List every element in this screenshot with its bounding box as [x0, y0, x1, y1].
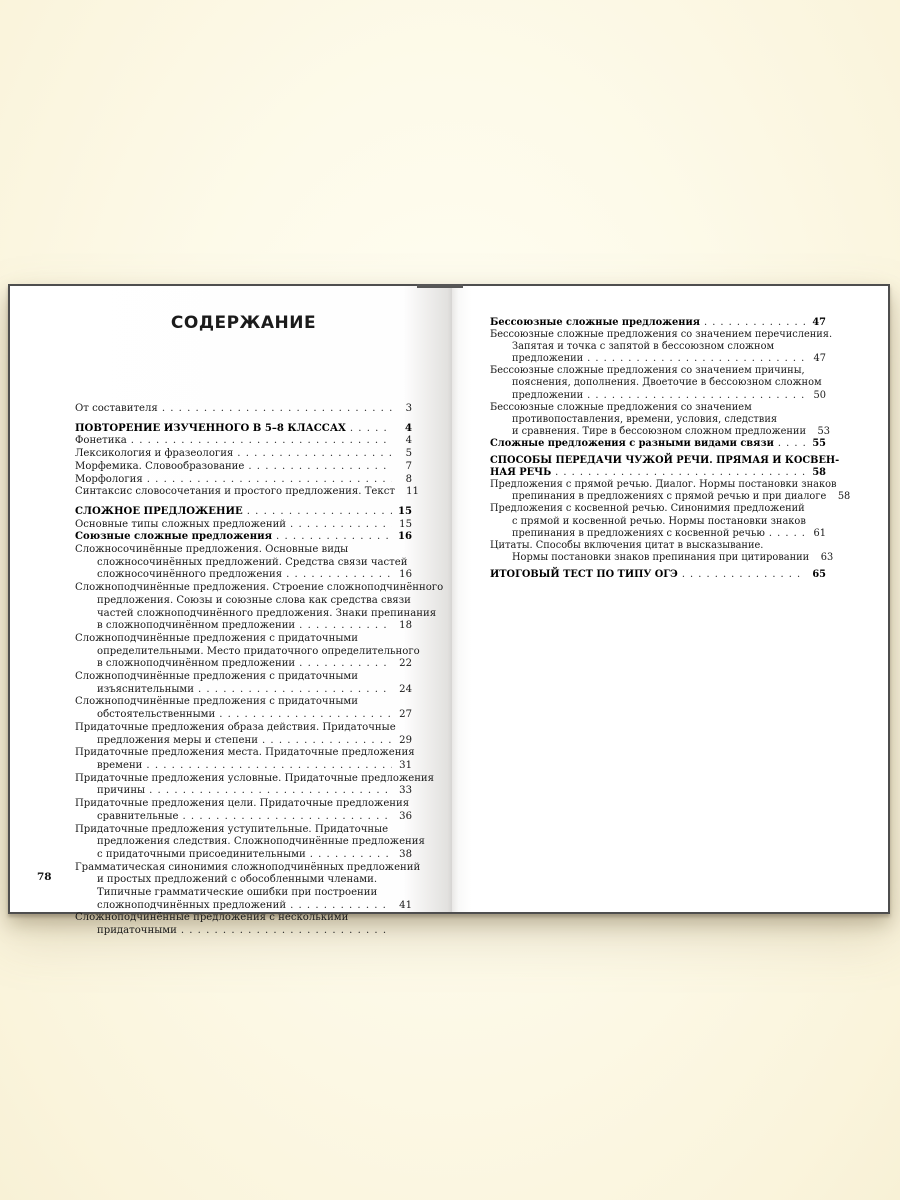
toc-page-number: 58	[837, 491, 851, 503]
toc-page-number: 53	[817, 425, 830, 437]
toc-entry	[75, 519, 412, 532]
toc-line-final	[75, 519, 412, 532]
toc-line: частей сложноподчинённого предложения. Знаки препинания	[97, 607, 437, 619]
dot-leader	[247, 506, 392, 519]
toc-page-number: 36	[399, 810, 412, 822]
toc-entry-text: обстоятельственными	[97, 709, 216, 721]
toc-entry-text: Основные типы сложных предложений	[75, 518, 287, 530]
toc-entry-text: сложносочинённого предложения	[97, 569, 283, 581]
toc-line: Сложноподчинённые предложения с придаточными	[75, 671, 358, 683]
toc-line: Сложноподчинённые предложения с придаточными	[75, 632, 358, 644]
toc-line: Придаточные предложения уступительные. Придаточные	[75, 823, 389, 835]
toc-entry-text: изъяснительными	[97, 683, 194, 695]
toc-line-final	[490, 390, 826, 402]
toc-page-number: 15	[399, 518, 412, 530]
toc-line: Грамматическая синонимия сложноподчинённых предложений	[75, 861, 421, 873]
toc-entry-text: с придаточными присоединительными	[97, 848, 306, 860]
toc-entry-text: Морфемика. Словообразование	[75, 460, 245, 472]
toc-entry-text: ПОВТОРЕНИЕ ИЗУЧЕННОГО В 5–8 КЛАССАХ	[75, 422, 346, 434]
toc-entry-text: предложении	[512, 389, 584, 401]
toc-entry-text: ИТОГОВЫЙ ТЕСТ ПО ТИПУ ОГЭ	[490, 568, 678, 580]
toc-line-final	[490, 467, 826, 479]
dot-leader	[587, 390, 806, 402]
dot-leader	[286, 569, 392, 582]
toc-line-final	[75, 486, 419, 499]
contents-title: СОДЕРЖАНИЕ	[170, 313, 317, 333]
dot-leader	[290, 900, 392, 913]
toc-page-number: 29	[399, 734, 412, 746]
toc-line-final	[75, 620, 412, 633]
toc-line: СПОСОБЫ ПЕРЕДАЧИ ЧУЖОЙ РЕЧИ. ПРЯМАЯ И КОСВЕН-	[490, 455, 840, 467]
dot-leader	[219, 709, 392, 722]
toc-line: Предложения с косвенной речью. Синонимия предложений	[490, 503, 805, 515]
toc-line: с прямой и косвенной речью. Нормы постановки знаков	[512, 515, 806, 527]
toc-page-number: 27	[399, 709, 412, 721]
toc-entry-text: препинания в предложениях с косвенной речью	[512, 527, 765, 539]
toc-entry	[75, 747, 415, 772]
toc-line: Цитаты. Способы включения цитат в высказывание.	[490, 539, 764, 551]
dot-leader	[350, 423, 392, 436]
toc-entry-text: НАЯ РЕЧЬ	[490, 467, 552, 479]
toc-line-final	[75, 506, 412, 519]
toc-entry	[75, 474, 412, 487]
toc-entry	[75, 582, 444, 633]
dot-leader	[262, 735, 392, 748]
toc-page-number: 16	[397, 531, 412, 543]
dot-leader	[198, 684, 392, 697]
toc-line-final	[75, 531, 412, 544]
dot-leader	[587, 353, 806, 365]
toc-line-final	[75, 811, 412, 824]
dot-leader	[248, 461, 392, 474]
toc-entry	[490, 503, 826, 539]
toc-page-number: 61	[813, 527, 826, 539]
toc-entry	[490, 455, 840, 479]
toc-line-final	[490, 569, 826, 581]
toc-entry	[75, 461, 412, 474]
toc-line-final	[75, 900, 412, 913]
toc-page-number: 5	[405, 448, 412, 460]
toc-page-number: 55	[812, 437, 826, 449]
toc-entry-text: От составителя	[75, 403, 158, 414]
left-page	[10, 286, 452, 937]
toc-entry	[75, 403, 412, 416]
dot-leader	[290, 519, 392, 532]
toc-line-final	[75, 709, 412, 722]
toc-entry-text: сравнительные	[97, 810, 179, 822]
toc-line: Бессоюзные сложные предложения со значением причины,	[490, 365, 805, 377]
dot-leader	[704, 317, 806, 329]
toc-line: пояснения, дополнения. Двоеточие в бессоюзном сложном	[512, 377, 822, 389]
toc-line: и простых предложений с обособленными членами.	[97, 874, 378, 886]
toc-line: Сложноподчинённые предложения. Строение сложноподчинённого	[75, 582, 444, 594]
toc-entry	[490, 365, 826, 401]
toc-entry-text: Фонетика	[75, 435, 127, 447]
toc-entry	[75, 798, 412, 823]
toc-page-number: 47	[813, 353, 826, 365]
toc-line-final	[75, 474, 412, 487]
toc-line: предложения следствия. Сложноподчинённые предложения	[97, 836, 425, 848]
toc-entry-text: предложения меры и степени	[97, 734, 258, 746]
toc-page-number: 11	[406, 486, 419, 498]
toc-page-number: 22	[399, 658, 412, 670]
toc-page-number: 24	[399, 683, 412, 695]
toc-line-final	[75, 569, 412, 582]
toc-entry	[75, 423, 412, 436]
toc-line: Придаточные предложения цели. Придаточные предложения	[75, 798, 410, 810]
toc-page-number: 41	[399, 899, 412, 911]
toc-line: определительными. Место придаточного определительного	[97, 645, 420, 657]
toc-entry	[75, 722, 412, 747]
toc-list-right	[490, 317, 851, 581]
toc-line-final	[490, 551, 834, 564]
toc-line-final	[75, 925, 412, 938]
toc-page-number: 31	[399, 759, 412, 771]
dot-leader	[682, 569, 806, 581]
dot-leader	[299, 658, 392, 671]
toc-line-final	[75, 658, 412, 671]
toc-entry-text: препинания в предложениях с прямой речью и при диалоге	[512, 491, 827, 503]
toc-entry	[75, 506, 412, 519]
dot-leader	[778, 438, 806, 450]
toc-page-number: 18	[399, 620, 412, 632]
toc-entry	[490, 317, 826, 329]
toc-entry-text: придаточными	[97, 925, 177, 937]
toc-page-number: 33	[399, 785, 412, 797]
toc-line: сложносочинённых предложений. Средства связи частей	[97, 556, 408, 568]
toc-entry	[490, 539, 834, 564]
toc-page-number: 8	[405, 473, 412, 485]
toc-page-number: 63	[820, 551, 834, 563]
toc-page-number: 7	[405, 460, 412, 472]
toc-entry-text: сложноподчинённых предложений	[97, 899, 287, 911]
book-spread	[8, 284, 890, 937]
toc-line-final	[75, 735, 412, 748]
right-page	[452, 286, 888, 912]
toc-entry	[75, 531, 412, 544]
dot-leader	[299, 620, 392, 633]
toc-page-number: 3	[405, 403, 412, 414]
toc-entry-text: Бессоюзные сложные предложения	[490, 317, 700, 328]
toc-page-number: 50	[813, 389, 826, 401]
toc-line-final	[75, 760, 412, 773]
toc-entry	[75, 912, 412, 937]
toc-line-final	[490, 491, 851, 503]
toc-entry	[490, 329, 833, 365]
toc-line: Придаточные предложения образа действия. Придаточные	[75, 721, 396, 733]
toc-line-final	[75, 684, 412, 697]
fold-notch	[417, 284, 463, 288]
dot-leader	[276, 531, 392, 544]
toc-page-number: 38	[399, 848, 412, 860]
toc-line: Сложноподчинённые предложения с несколькими	[75, 912, 349, 924]
toc-page-number: 65	[812, 568, 826, 580]
toc-line: Придаточные предложения условные. Придаточные предложения	[75, 772, 435, 784]
toc-line-final	[490, 528, 826, 540]
dot-leader	[162, 403, 392, 416]
toc-entry-text: времени	[97, 759, 143, 771]
toc-line: Сложносочинённые предложения. Основные виды	[75, 544, 349, 556]
dot-leader	[237, 448, 392, 461]
toc-line-final	[75, 785, 412, 798]
toc-entry-text: Сложные предложения с разными видами связи	[490, 437, 774, 449]
toc-line-final	[75, 461, 412, 474]
toc-line-final	[490, 425, 830, 438]
toc-entry-text: Морфология	[75, 473, 143, 485]
toc-entry-text: Нормы постановки знаков препинания при цитировании	[512, 551, 810, 563]
toc-page-number: 15	[397, 505, 412, 517]
toc-entry	[490, 569, 826, 581]
toc-line-final	[490, 317, 826, 329]
toc-line-final	[75, 849, 412, 862]
toc-line: Сложноподчинённые предложения с придаточными	[75, 696, 358, 708]
dot-leader	[182, 811, 392, 824]
folio-page-number: 78	[37, 871, 52, 883]
toc-entry	[75, 544, 412, 582]
dot-leader	[131, 435, 392, 448]
toc-line-final	[75, 435, 412, 448]
toc-entry-text: в сложноподчинённом предложении	[97, 620, 296, 632]
toc-line-final	[490, 353, 826, 365]
dot-leader	[555, 467, 806, 479]
toc-entry	[75, 696, 412, 721]
toc-line-final	[75, 448, 412, 461]
dot-leader	[310, 849, 392, 862]
toc-entry	[490, 438, 826, 450]
toc-entry-text: СЛОЖНОЕ ПРЕДЛОЖЕНИЕ	[75, 505, 243, 517]
toc-entry	[490, 479, 851, 503]
toc-line: Бессоюзные сложные предложения со значением перечисления.	[490, 329, 833, 341]
toc-page-number: 4	[404, 422, 412, 434]
toc-line: Предложения с прямой речью. Диалог. Нормы постановки знаков	[490, 479, 837, 491]
toc-entry-text: и сравнения. Тире в бессоюзном сложном предложении	[512, 425, 806, 437]
dot-leader	[147, 474, 392, 487]
toc-line-final	[75, 403, 412, 416]
toc-entry-text: в сложноподчинённом предложении	[97, 658, 296, 670]
dot-leader	[149, 785, 392, 798]
dot-leader	[146, 760, 392, 773]
toc-entry-text: Союзные сложные предложения	[75, 531, 273, 543]
toc-entry	[75, 671, 412, 696]
dot-leader	[181, 925, 392, 938]
toc-line-final	[490, 438, 826, 450]
toc-page-number: 16	[399, 569, 412, 581]
toc-line: Типичные грамматические ошибки при построении	[97, 887, 378, 899]
toc-line: Бессоюзные сложные предложения со значением	[490, 401, 752, 413]
toc-entry	[75, 772, 435, 798]
toc-list-left	[75, 403, 444, 938]
toc-entry-text: Лексикология и фразеология	[75, 448, 234, 460]
toc-line: противопоставления, времени, условия, следствия	[512, 413, 778, 425]
toc-line: предложения. Союзы и союзные слова как средства связи	[97, 594, 411, 606]
toc-line: Придаточные предложения места. Придаточные предложения	[75, 747, 415, 759]
toc-entry	[75, 632, 420, 671]
toc-entry	[490, 401, 830, 438]
toc-entry	[75, 435, 412, 448]
toc-entry-text: причины	[97, 785, 146, 797]
toc-entry	[75, 448, 412, 461]
toc-entry-text: предложении	[512, 353, 584, 365]
toc-entry	[75, 861, 421, 913]
toc-page-number: 4	[405, 435, 412, 447]
toc-page-number: 58	[812, 467, 826, 479]
toc-entry	[75, 823, 425, 862]
dot-leader	[769, 528, 806, 540]
toc-page-number: 47	[812, 317, 826, 328]
toc-entry-text: Синтаксис словосочетания и простого предложения. Текст	[75, 486, 395, 498]
toc-line: Запятая и точка с запятой в бессоюзном сложном	[512, 341, 775, 353]
toc-line-final	[75, 423, 412, 436]
toc-entry	[75, 486, 419, 499]
